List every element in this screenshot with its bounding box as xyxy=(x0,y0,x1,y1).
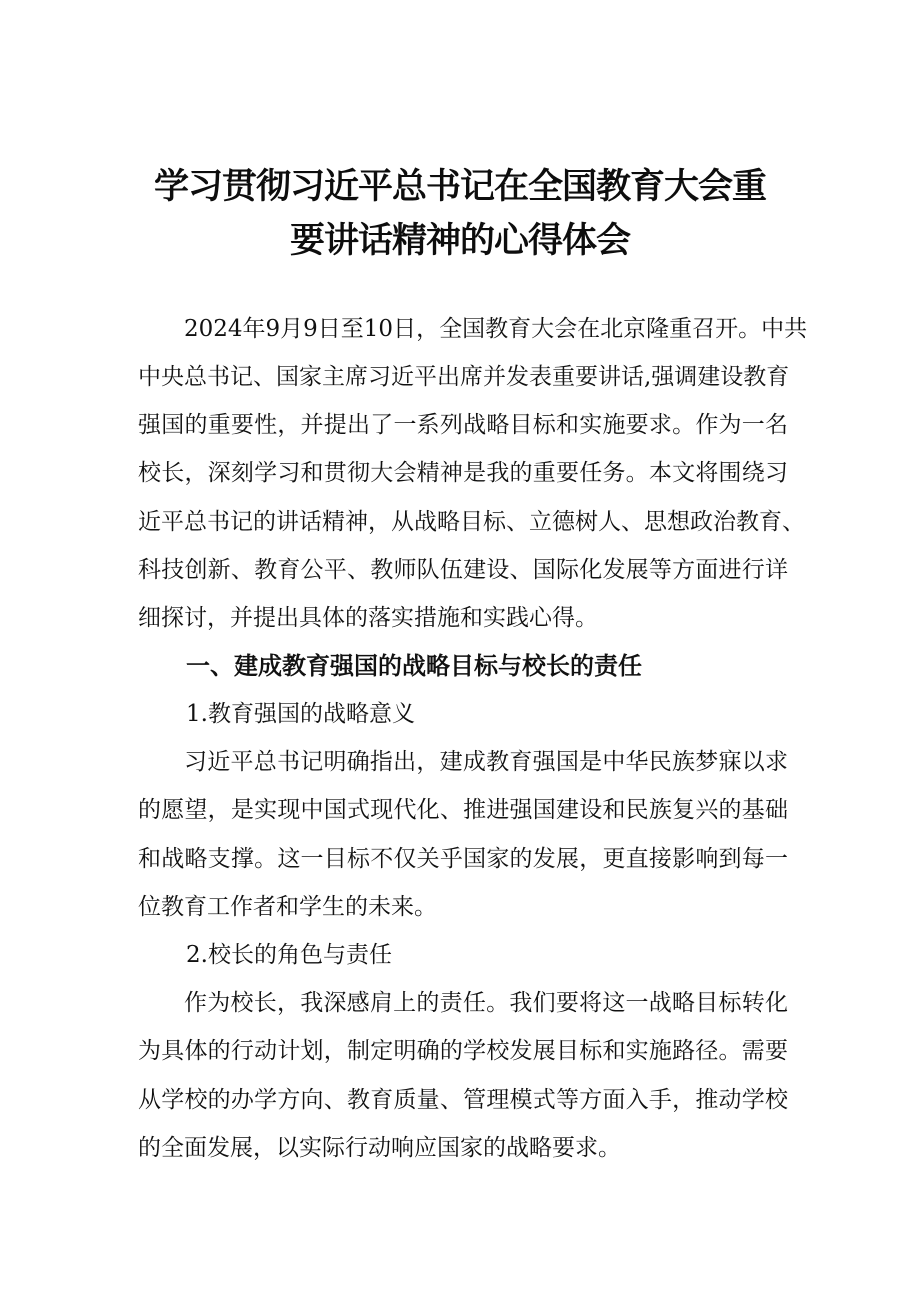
paragraph-line: 位教育工作者和学生的未来。 xyxy=(138,894,437,920)
paragraph-line: 作为校长，我深感肩上的责任。我们要将这一战略目标转化 xyxy=(184,990,788,1016)
intro-line: 强国的重要性，并提出了一系列战略目标和实施要求。作为一名 xyxy=(138,412,788,438)
intro-line: 2024年9月9日至10日，全国教育大会在北京隆重召开。中共 xyxy=(184,316,808,342)
intro-line: 近平总书记的讲话精神，从战略目标、立德树人、思想政治教育、 xyxy=(138,509,805,535)
intro-line: 中央总书记、国家主席习近平出席并发表重要讲话,强调建设教育 xyxy=(138,364,790,390)
paragraph-line: 为具体的行动计划，制定明确的学校发展目标和实施路径。需要 xyxy=(138,1038,788,1064)
document-title-line-2: 要讲话精神的心得体会 xyxy=(289,221,630,261)
intro-line: 校长，深刻学习和贯彻大会精神是我的重要任务。本文将围绕习 xyxy=(138,460,788,486)
subsection-heading: 1.教育强国的战略意义 xyxy=(186,701,415,727)
intro-line: 细探讨，并提出具体的落实措施和实践心得。 xyxy=(138,605,598,631)
paragraph-line: 从学校的办学方向、教育质量、管理模式等方面入手，推动学校 xyxy=(138,1087,788,1113)
document-title-line-1: 学习贯彻习近平总书记在全国教育大会重 xyxy=(153,167,766,207)
section-heading: 一、建成教育强国的战略目标与校长的责任 xyxy=(186,652,642,680)
paragraph-line: 的全面发展，以实际行动响应国家的战略要求。 xyxy=(138,1135,621,1161)
intro-line: 科技创新、教育公平、教师队伍建设、国际化发展等方面进行详 xyxy=(138,557,788,583)
paragraph-line: 的愿望，是实现中国式现代化、推进强国建设和民族复兴的基础 xyxy=(138,797,788,823)
paragraph-line: 习近平总书记明确指出，建成教育强国是中华民族梦寐以求 xyxy=(184,749,788,775)
subsection-heading: 2.校长的角色与责任 xyxy=(186,942,392,968)
paragraph-line: 和战略支撑。这一目标不仅关乎国家的发展，更直接影响到每一 xyxy=(138,846,788,872)
